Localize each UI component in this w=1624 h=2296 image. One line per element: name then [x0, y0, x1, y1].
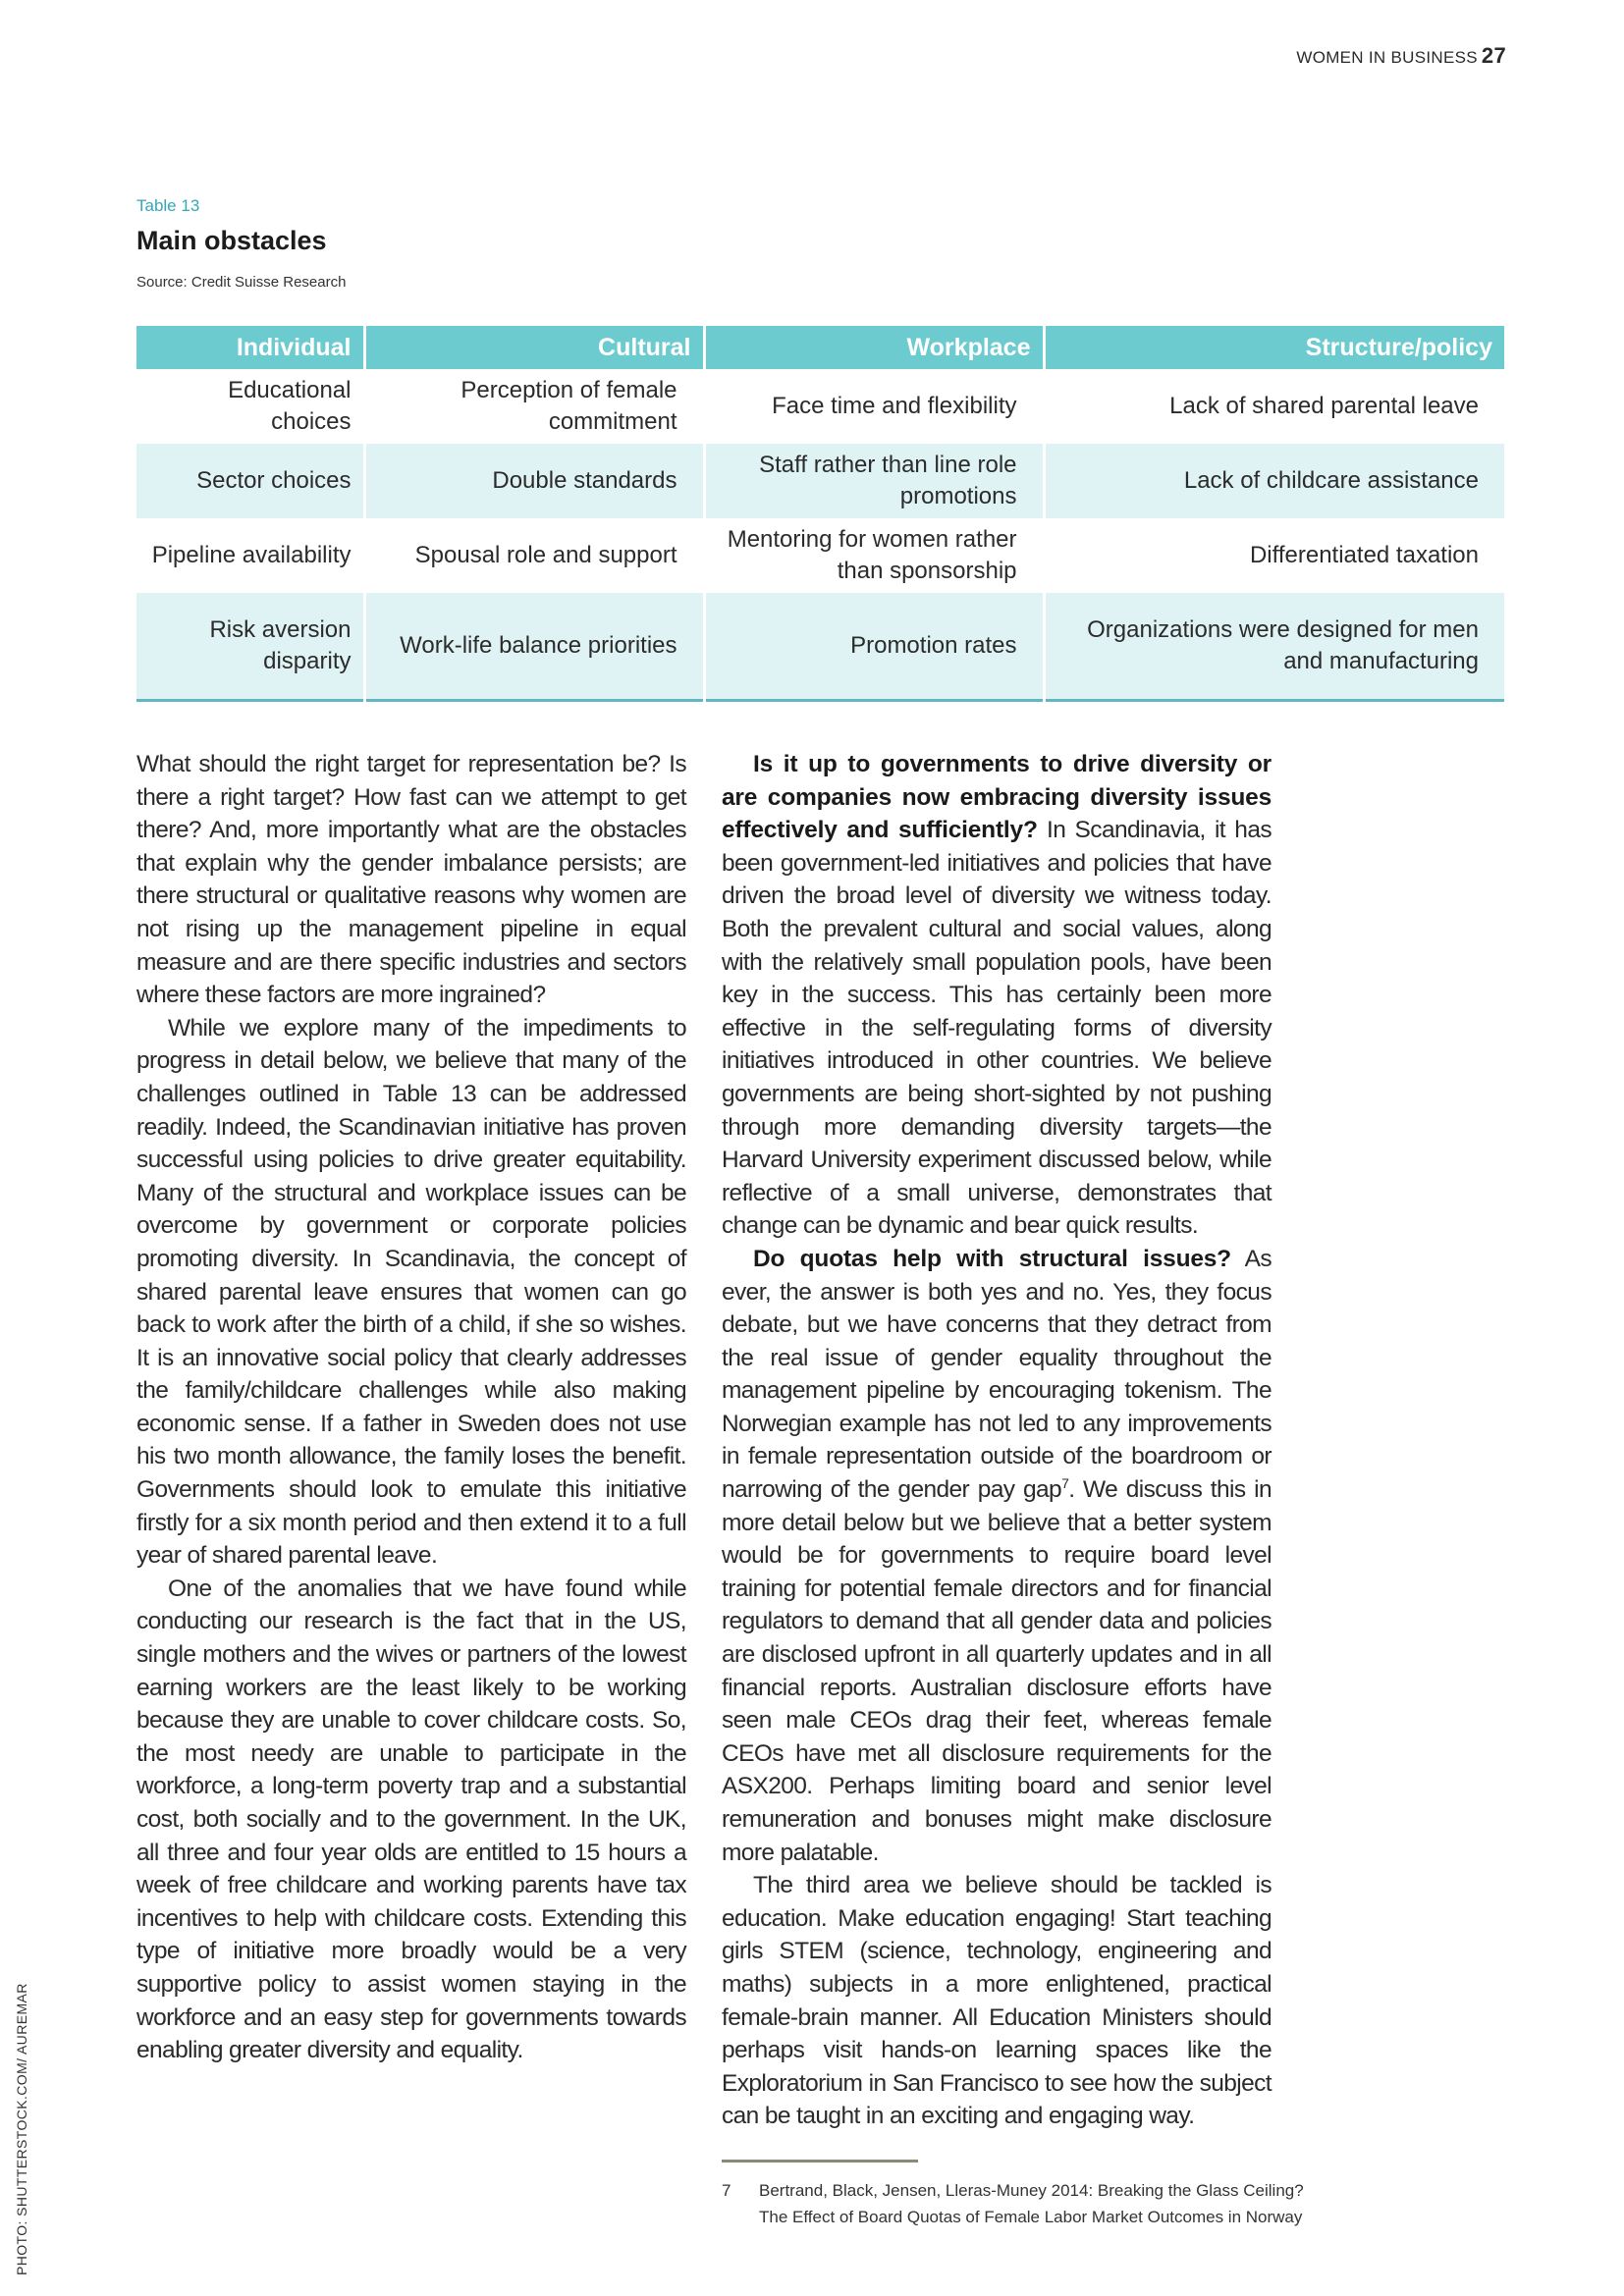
table-cell: Sector choices	[136, 444, 364, 518]
table-cell: Spousal role and support	[364, 518, 704, 593]
table-title: Main obstacles	[136, 226, 327, 255]
running-header-title: WOMEN IN BUSINESS	[1296, 48, 1478, 67]
table-cell: Face time and flexibility	[704, 369, 1044, 444]
column-header: Individual	[136, 326, 364, 369]
body-column-right	[722, 748, 1272, 2133]
paragraph-text: In Scandinavia, it has been government-led initiatives and policies that have driven the broad level of diversity we witness today. Both the prevalent cultural and social values, along with the relatively small population pools, have been key in the success. This has certainly been more effective in the self-regulating forms of diversity initiatives introduced in other countries. We believe governments are being short-sighted by not pushing through more demanding diversity targets—the Harvard University experiment discussed below, while reflective of a small universe, demonstrates that change can be dynamic and bear quick results.	[722, 817, 1272, 1240]
paragraph-lead-in: Do quotas help with structural issues?	[753, 1245, 1231, 1272]
paragraph-text: . We discuss this in more detail below but we believe that a better system would be for governments to require board level training for potential female directors and for financial regulators to demand that all gender data and policies are disclosed upfront in all quarterly updates and in all financial reports. Australian disclosure efforts have seen male CEOs drag their feet, whereas female CEOs have met all disclosure requirements for the ASX200. Perhaps limiting board and senior level remuneration and bonuses might make disclosure more palatable.	[722, 1476, 1272, 1866]
paragraph-lead-in: Is it up to governments to drive diversity or are companies now embracing diversity issues effectively and sufficiently?	[722, 751, 1272, 844]
running-header	[1296, 43, 1506, 69]
table-cell: Mentoring for women rather than sponsorship	[704, 518, 1044, 593]
paragraph-text: As ever, the answer is both yes and no. Yes, they focus debate, but we have concerns that they detract from the real issue of gender equality throughout the management pipeline by encouraging tokenism. The Norwegian example has not led to any improvements in female representation outside of the boardroom or narrowing of the gender pay gap	[722, 1245, 1272, 1504]
table-cell: Double standards	[364, 444, 704, 518]
body-paragraph	[722, 748, 1272, 1243]
photo-credit: PHOTO: SHUTTERSTOCK.COM/ AUREMAR	[14, 1983, 29, 2275]
table-cell: Educational choices	[228, 377, 352, 435]
table-cell: Organizations were designed for men and manufacturing	[1044, 593, 1504, 701]
table-cell: Work-life balance priorities	[364, 593, 704, 701]
table-cell: Differentiated taxation	[1044, 518, 1504, 593]
body-paragraph: What should the right target for representation be? Is there a right target? How fast can we attempt to get there? And, more importantly what are the obstacles that explain why the gender imbalance persists; are there structural or qualitative reasons why women are not rising up the management pipeline in equal measure and are there specific industries and sectors where these factors are more ingrained?	[136, 751, 686, 1009]
column-header: Workplace	[704, 326, 1044, 369]
table-cell: Lack of childcare assistance	[1044, 444, 1504, 518]
table-header-row	[136, 326, 1504, 369]
table-cell: Pipeline availability	[151, 542, 352, 568]
table-cell: Promotion rates	[704, 593, 1044, 701]
footnote-line: The Effect of Board Quotas of Female Labor Market Outcomes in Norway	[759, 2208, 1303, 2226]
column-header: Structure/policy	[1044, 326, 1504, 369]
body-paragraph: The third area we believe should be tackled is education. Make education engaging! Start teaching girls STEM (science, technology, engineering and maths) subjects in a more enlightened, practical female-brain manner. All Education Ministers should perhaps visit hands-on learning spaces like the Exploratorium in San Francisco to see how the subject can be taught in an exciting and engaging way.	[722, 1872, 1272, 2130]
body-paragraph: While we explore many of the impediments to progress in detail below, we believe that many of the challenges outlined in Table 13 can be addressed readily. Indeed, the Scandinavian initiative has proven successful using policies to drive greater equitability. Many of the structural and workplace issues can be overcome by government or corporate policies promoting diversity. In Scandinavia, the concept of shared parental leave ensures that women can go back to work after the birth of a child, if she so wishes. It is an innovative social policy that clearly addresses the family/childcare challenges while also making economic sense. If a father in Sweden does not use his two month allowance, the family loses the benefit. Governments should look to emulate this initiative firstly for a six month period and then extend it to a full year of shared parental leave.	[136, 1014, 686, 1570]
body-column-left	[136, 748, 686, 2067]
column-header: Cultural	[364, 326, 704, 369]
obstacles-table	[136, 326, 1504, 702]
page-number: 27	[1481, 43, 1506, 68]
table-cell: Lack of shared parental leave	[1044, 369, 1504, 444]
footnote-reference[interactable]: 7	[1061, 1474, 1069, 1491]
body-paragraph: One of the anomalies that we have found while conducting our research is the fact that in the US, single mothers and the wives or partners of the lowest earning workers are the least likely to be working because they are unable to cover childcare costs. So, the most needy are unable to participate in the workforce, a long-term poverty trap and a substantial cost, both socially and to the government. In the UK, all three and four year olds are entitled to 15 hours a week of free childcare and working parents have tax incentives to help with childcare costs. Extending this type of initiative more broadly would be a very supportive policy to assist women staying in the workforce and an easy step for governments towards enabling greater diversity and equality.	[136, 1575, 686, 2064]
table-source: Source: Credit Suisse Research	[136, 274, 347, 291]
table-cell: Staff rather than line role promotions	[704, 444, 1044, 518]
table-cell: Perception of female commitment	[364, 369, 704, 444]
table-row	[136, 369, 1504, 444]
body-paragraph	[722, 1243, 1272, 1869]
table-label: Table 13	[136, 196, 200, 215]
table-row	[136, 444, 1504, 518]
table-cell: Risk aversion disparity	[136, 593, 364, 701]
footnote-divider	[722, 2160, 918, 2163]
footnote-text	[759, 2177, 1350, 2230]
table-row	[136, 518, 1504, 593]
footnote-number: 7	[722, 2181, 731, 2200]
table-row	[136, 593, 1504, 701]
footnote-line: Bertrand, Black, Jensen, Lleras-Muney 2014: Breaking the Glass Ceiling?	[759, 2181, 1304, 2200]
footnote	[722, 2177, 1350, 2230]
